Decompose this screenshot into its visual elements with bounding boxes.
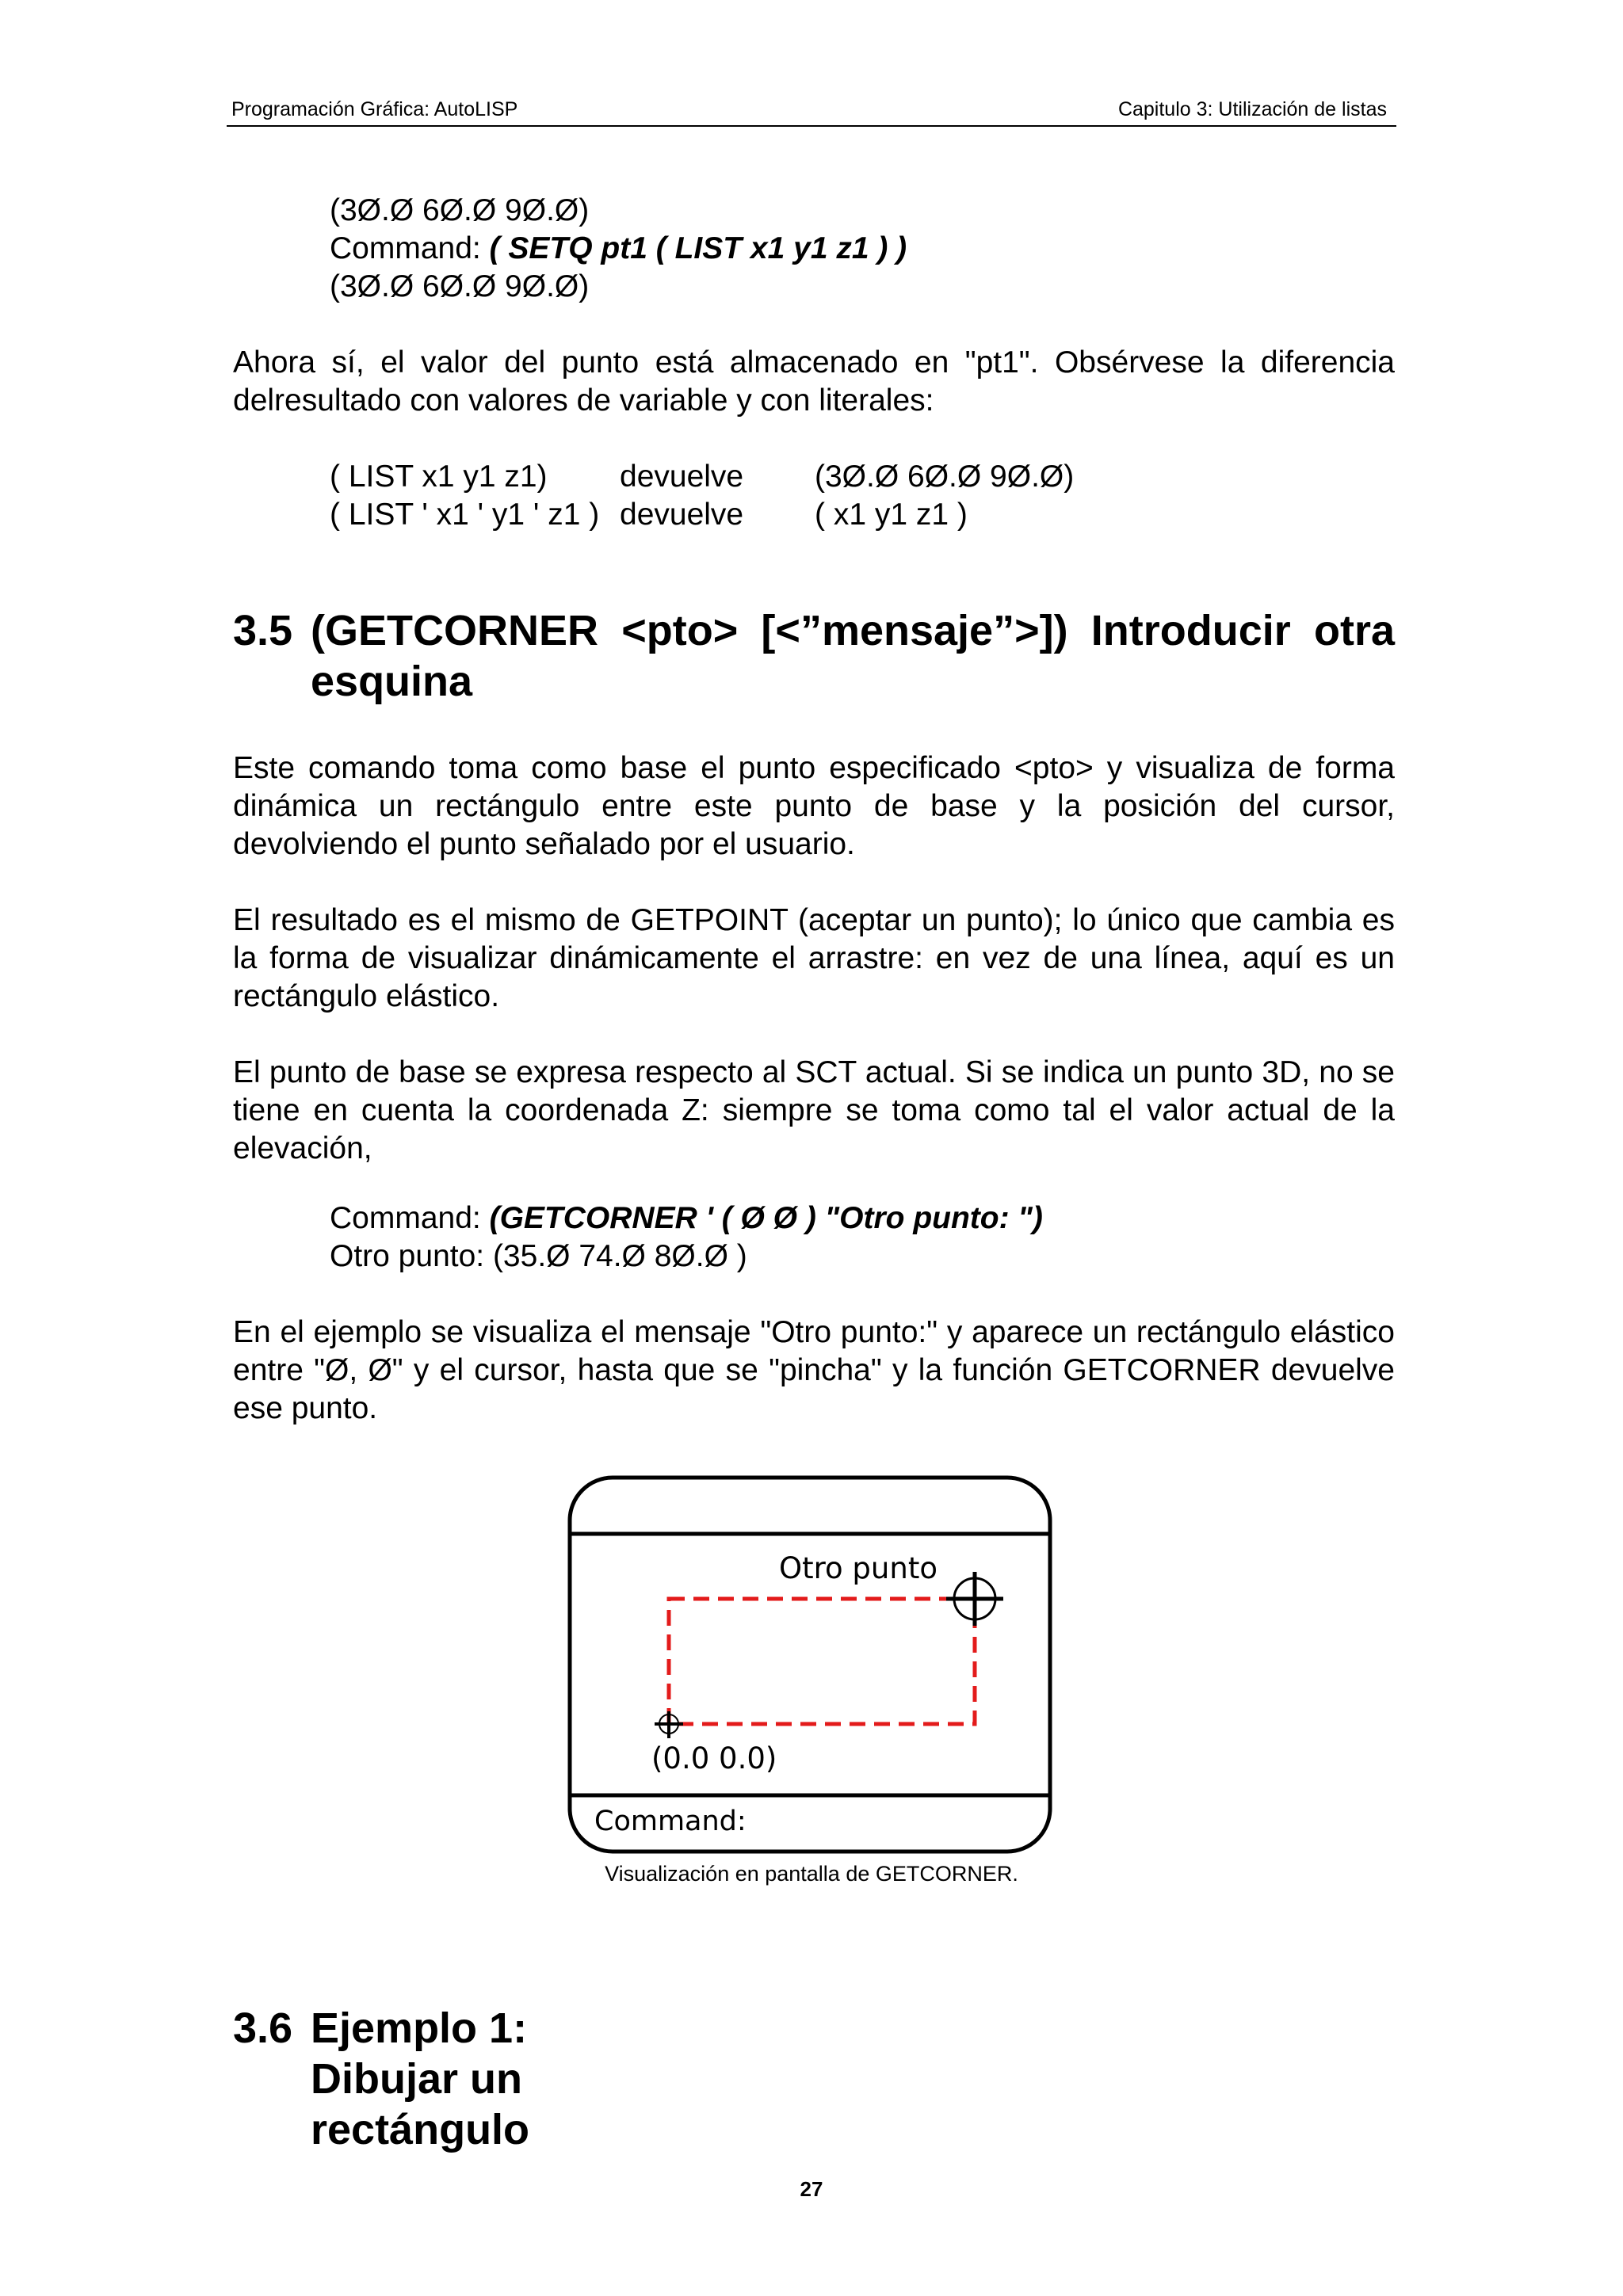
code-line: Otro punto: (35.Ø 74.Ø 8Ø.Ø ) bbox=[330, 1239, 747, 1273]
base-point-label: (0.0 0.0) bbox=[651, 1741, 777, 1775]
paragraph-4: El punto de base se expresa respecto al SCT actual. Si se indica un punto 3D, no se tiene en cuenta la coordenada Z: siempre se toma como tal el valor actual de la elevación, bbox=[233, 1055, 1395, 1165]
section-title: (GETCORNER <pto> [<”mensaje”>]) Introducir otra esquina bbox=[311, 607, 1395, 705]
code-line bbox=[330, 230, 907, 268]
verb-cell: devuelve bbox=[620, 498, 744, 532]
verb-cell: devuelve bbox=[620, 460, 744, 494]
expression-cell: ( LIST x1 y1 z1) bbox=[330, 460, 548, 494]
code-line: (3Ø.Ø 6Ø.Ø 9Ø.Ø) bbox=[330, 193, 590, 227]
paragraph-2: Este comando toma como base el punto especificado <pto> y visualiza de forma dinámica un rectángulo entre este punto de base y la posición del cursor, devolviendo el punto señalado por el usuario. bbox=[233, 751, 1395, 861]
result-cell: (3Ø.Ø 6Ø.Ø 9Ø.Ø) bbox=[815, 460, 1075, 494]
paragraph-1: Ahora sí, el valor del punto está almacenado en "pt1". Obsérvese la diferencia delresultado con valores de variable y con literales: bbox=[233, 345, 1395, 418]
code-line bbox=[330, 1199, 1043, 1238]
section-title: Ejemplo 1: Dibujar un rectángulo bbox=[311, 2004, 530, 2153]
paragraph-3: El resultado es el mismo de GETPOINT (aceptar un punto); lo único que cambia es la forma de visualizar dinámicamente el arrastre: en vez de una línea, aquí es un rectángulo elástico. bbox=[233, 903, 1395, 1013]
section-number: 3.6 bbox=[233, 2004, 293, 2052]
code-block-2 bbox=[330, 1199, 1043, 1276]
code-line: (3Ø.Ø 6Ø.Ø 9Ø.Ø) bbox=[330, 269, 590, 303]
paragraph-5: En el ejemplo se visualiza el mensaje "Otro punto:" y aparece un rectángulo elástico entre "Ø, Ø" y el cursor, hasta que se "pincha" y la función GETCORNER devuelve ese punto. bbox=[233, 1315, 1395, 1425]
command-prefix: Command: bbox=[330, 1201, 490, 1235]
running-header-left: Programación Gráfica: AutoLISP bbox=[231, 98, 518, 120]
result-cell: ( x1 y1 z1 ) bbox=[815, 498, 968, 532]
code-expression: (GETCORNER ' ( Ø Ø ) "Otro punto: ") bbox=[489, 1201, 1043, 1235]
header-rule bbox=[227, 125, 1396, 127]
other-point-label: Otro punto bbox=[779, 1551, 938, 1585]
running-header-right: Capitulo 3: Utilización de listas bbox=[1117, 98, 1387, 120]
section-number: 3.5 bbox=[233, 607, 293, 654]
command-prefix: Command: bbox=[330, 231, 490, 265]
command-prompt: Command: bbox=[594, 1806, 747, 1837]
code-expression: ( SETQ pt1 ( LIST x1 y1 z1 ) ) bbox=[489, 231, 907, 265]
code-block-1 bbox=[330, 192, 907, 306]
figure-caption: Visualización en pantalla de GETCORNER. bbox=[605, 1862, 1018, 1886]
expression-cell: ( LIST ' x1 ' y1 ' z1 ) bbox=[330, 498, 600, 532]
page-number: 27 bbox=[800, 2177, 823, 2201]
getcorner-screen-figure bbox=[567, 1475, 1052, 1854]
